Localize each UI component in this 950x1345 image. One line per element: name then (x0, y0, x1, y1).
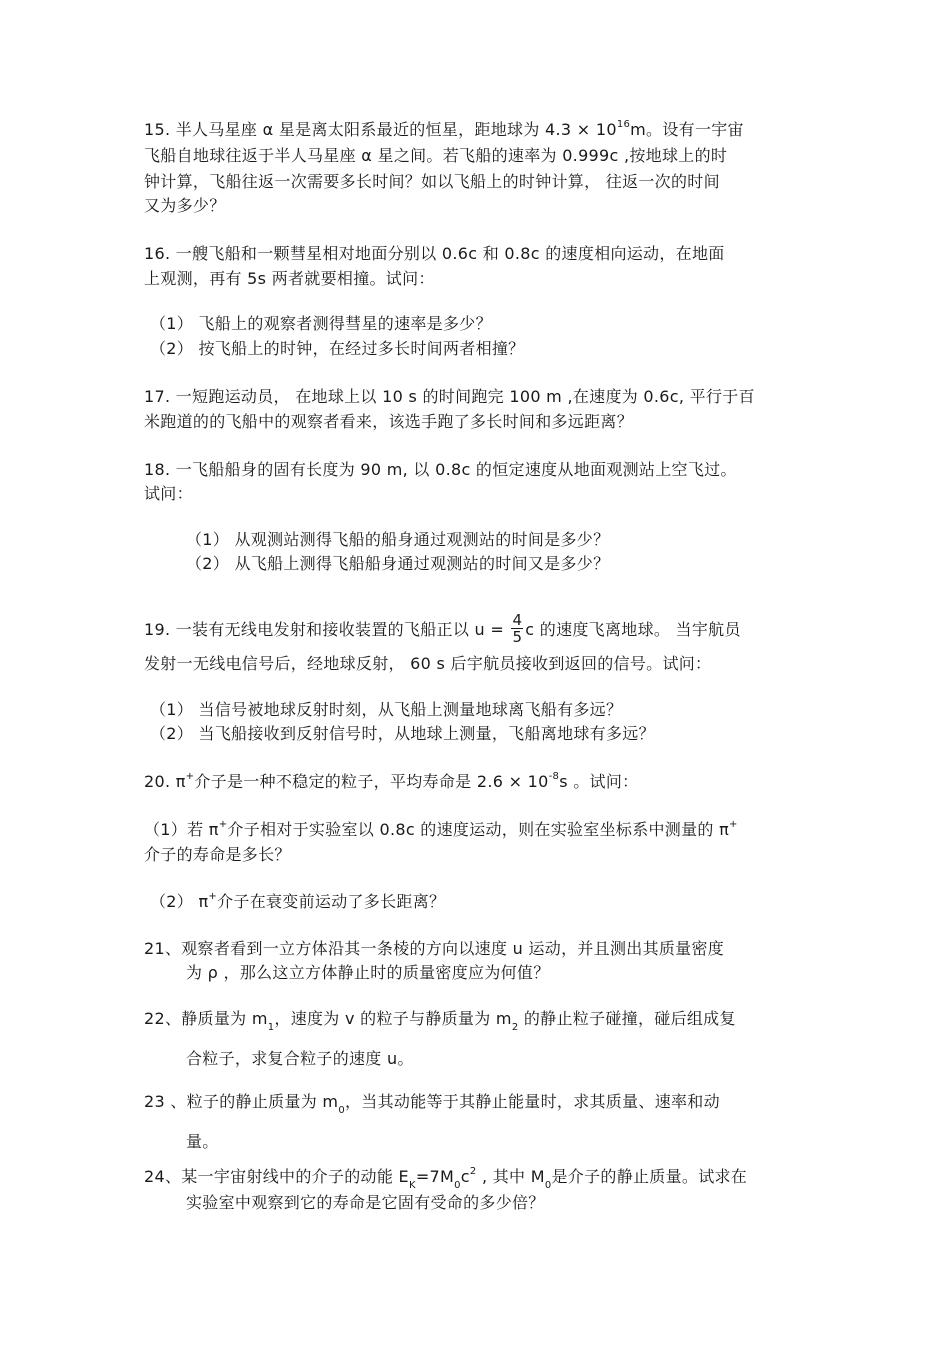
q20-text: 20. π (144, 772, 186, 791)
subscript: 1 (267, 1022, 275, 1034)
q20-sub-1-line-2: 介子的寿命是多长？ (144, 845, 291, 864)
subscript: K (408, 1180, 416, 1192)
q19-line-2: 发射一无线电信号后，经地球反射， 60 s 后宇航员接收到返回的信号。试问： (144, 654, 712, 673)
q23-text: 23 、粒子的静止质量为 m (144, 1092, 339, 1111)
q15-line-4: 又为多少？ (144, 196, 226, 215)
q23-line-2: 量。 (186, 1132, 219, 1151)
q20-text: 介子相对于实验室以 0.8c 的速度运动，则在实验室坐标系中测量的 π (227, 820, 730, 839)
q17-line-2: 米跑道的的飞船中的观察者看来，该选手跑了多长时间和多远距离？ (144, 412, 634, 431)
q24-text: 24、某一宇宙射线中的介子的动能 E (144, 1167, 409, 1186)
q18-sub-2: （2） 从飞船上测得飞船船身通过观测站的时间又是多少？ (186, 554, 610, 573)
superscript: + (218, 818, 228, 830)
q22-line-1 (144, 1009, 736, 1034)
q19-line-1 (144, 611, 741, 647)
superscript: + (729, 818, 738, 830)
q20-line-1 (144, 772, 638, 792)
q20-sub-1-line-1 (144, 820, 738, 840)
q15-text: m。设有一宇宙 (630, 120, 744, 139)
q24-line-1 (144, 1165, 748, 1192)
q22-text: 的静止粒子碰撞，碰后组成复 (518, 1009, 736, 1028)
q15-line-1 (144, 120, 744, 140)
q16-line-2: 上观测，再有 5s 两者就要相撞。试问： (144, 269, 435, 288)
q24-text: c (460, 1167, 470, 1186)
q17-line-1: 17. 一短跑运动员， 在地球上以 10 s 的时间跑完 100 m ,在速度为 0.6c, 平行于百 (144, 387, 755, 406)
fraction (511, 612, 523, 645)
q20-text: 介子在衰变前运动了多长距离？ (217, 892, 446, 911)
superscript: + (208, 890, 218, 902)
q24-text: , 其中 M (476, 1167, 545, 1186)
q16-sub-1: （1） 飞船上的观察者测得彗星的速率是多少？ (150, 314, 492, 333)
q18-line-1: 18. 一飞船船身的固有长度为 90 m, 以 0.8c 的恒定速度从地面观测站上空飞过。 (144, 460, 737, 479)
q19-sub-2: （2） 当飞船接收到反射信号时，从地球上测量，飞船离地球有多远？ (150, 724, 655, 743)
q23-line-1 (144, 1092, 720, 1117)
q22-line-2: 合粒子，求复合粒子的速度 u。 (186, 1049, 414, 1068)
q20-text: （1）若 π (144, 820, 219, 839)
q15-line-2: 飞船自地球往返于半人马星座 α 星之间。若飞船的速率为 0.999c ,按地球上的时 (144, 146, 728, 165)
q18-sub-1: （1） 从观测站测得飞船的船身通过观测站的时间是多少？ (186, 530, 610, 549)
q21-line-2: 为 ρ ，那么这立方体静止时的质量密度应为何值？ (186, 963, 550, 982)
q15-text: 15. 半人马星座 α 星是离太阳系最近的恒星，距地球为 4.3 × 10 (144, 120, 617, 139)
q19-text: c 的速度飞离地球。 当宇航员 (525, 620, 741, 639)
exponent: -8 (548, 770, 560, 782)
q21-line-1: 21、观察者看到一立方体沿其一条棱的方向以速度 u 运动，并且测出其质量密度 (144, 939, 725, 958)
subscript: 0 (454, 1180, 461, 1192)
q22-text: 22、静质量为 m (144, 1009, 268, 1028)
fraction-denominator: 5 (512, 628, 523, 646)
superscript: + (185, 770, 195, 782)
superscript: 2 (469, 1165, 477, 1177)
q20-sub-2 (150, 892, 445, 912)
subscript: 0 (544, 1180, 552, 1192)
q23-text: ，当其动能等于其静止能量时，求其质量、速率和动 (345, 1092, 720, 1111)
subscript: 0 (338, 1105, 345, 1117)
exponent: 16 (616, 118, 631, 130)
q24-text: 是介子的静止质量。试求在 (551, 1167, 748, 1186)
fraction-numerator: 4 (512, 611, 523, 629)
subscript: 2 (511, 1022, 519, 1034)
q19-sub-1: （1） 当信号被地球反射时刻，从飞船上测量地球离飞船有多远？ (150, 700, 623, 719)
q22-text: ，速度为 v 的粒子与静质量为 m (274, 1009, 512, 1028)
q19-text: 19. 一装有无线电发射和接收装置的飞船正以 u = (144, 620, 510, 639)
q20-text: 介子是一种不稳定的粒子，平均寿命是 2.6 × 10 (194, 772, 549, 791)
q20-text: （2） π (150, 892, 209, 911)
q16-sub-2: （2） 按飞船上的时钟，在经过多长时间两者相撞？ (150, 339, 525, 358)
q24-text: =7M (415, 1167, 455, 1186)
q20-text: s 。试问： (559, 772, 639, 791)
q24-line-2: 实验室中观察到它的寿命是它固有受命的多少倍？ (186, 1193, 545, 1212)
q16-line-1: 16. 一艘飞船和一颗彗星相对地面分别以 0.6c 和 0.8c 的速度相向运动，在地面 (144, 244, 725, 263)
q15-line-3: 钟计算，飞船往返一次需要多长时间？如以飞船上的时钟计算， 往返一次的时间 (144, 172, 720, 191)
q18-line-2: 试问： (144, 484, 193, 503)
